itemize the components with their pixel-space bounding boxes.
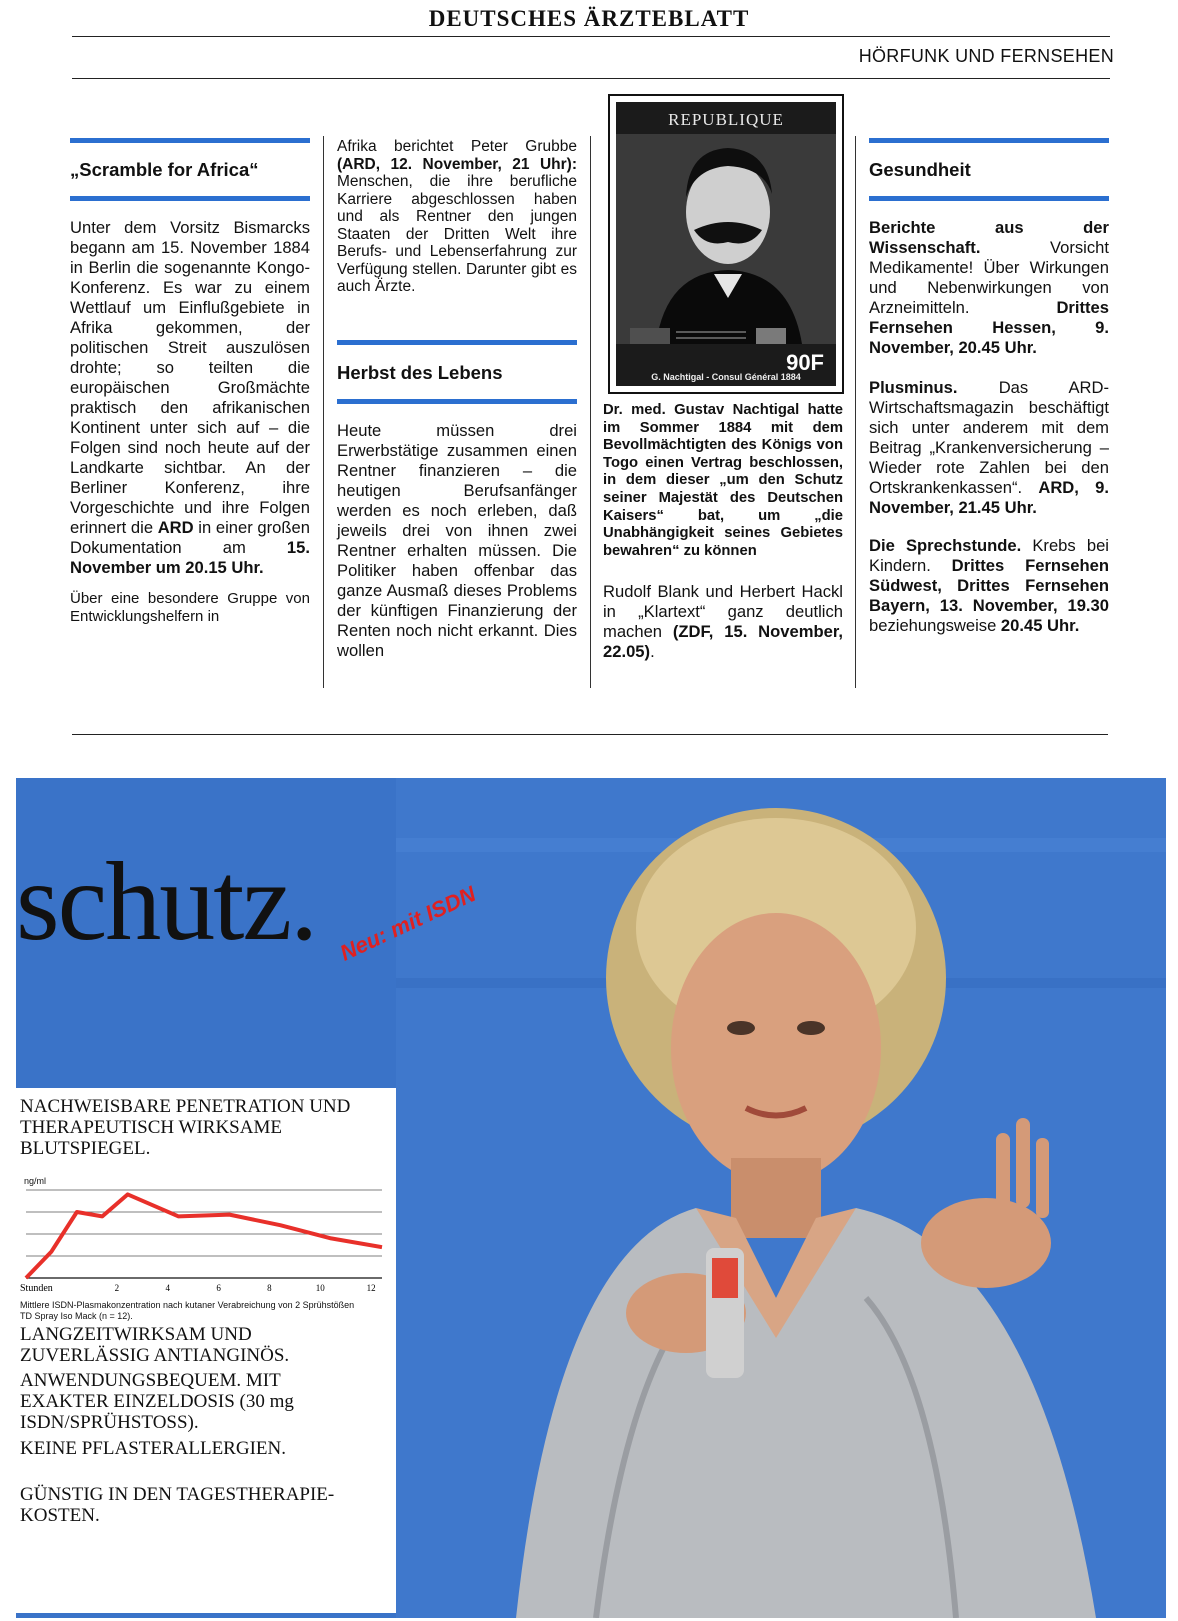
heading-bar [869, 138, 1109, 143]
program-entry: Plusminus. Das ARD-Wirtschaftsmagazin beschäftigt sich unter anderem mit dem Beitrag „Krankenversicherung – Wieder rote Zahlen bei den Ortskrankenkassen“. ARD, 9. November, 21.45 Uhr. [869, 378, 1109, 517]
ad-infobox [16, 1088, 396, 1613]
page-divider [72, 734, 1108, 735]
stamp-image [608, 94, 844, 394]
ad-point: ANWENDUNGSBEQUEM. MIT EXAKTER EINZELDOSIS (30 mg ISDN/SPRÜHSTOSS). [20, 1370, 294, 1433]
ad-claim: NACHWEISBARE PENETRATION UND THERAPEUTISCH WIRKSAME BLUTSPIEGEL. [20, 1096, 351, 1159]
chart-series-line [26, 1194, 382, 1278]
program-entry: Die Sprechstunde. Krebs bei Kindern. Drittes Fernsehen Südwest, Drittes Fernsehen Bayern, 13. November, 19.30 beziehungsweise 20.45 Uhr. [869, 536, 1110, 635]
column-separator [590, 136, 591, 688]
chart-x-tick: 4 [165, 1283, 170, 1293]
heading-bar [869, 196, 1109, 201]
chart-x-tick: 10 [315, 1283, 325, 1293]
stamp-value: 90F [786, 350, 824, 375]
ad-headline: schutz. [16, 840, 317, 964]
ad-point: GÜNSTIG IN DEN TAGESTHERAPIE-KOSTEN. [20, 1484, 335, 1526]
article-heading: „Scramble for Africa“ [70, 159, 259, 180]
column-2 [337, 138, 577, 661]
article-body: Rudolf Blank und Herbert Hackl in „Klartext“ ganz deutlich machen (ZDF, 15. November, 22.05). [603, 582, 843, 662]
column-separator [855, 136, 856, 688]
chart-x-tick: 8 [267, 1283, 272, 1293]
header-rule-top [72, 36, 1110, 37]
ad-point: KEINE PFLASTERALLERGIEN. [20, 1438, 286, 1459]
article-body: Afrika berichtet Peter Grubbe (ARD, 12. November, 21 Uhr): Menschen, die ihre berufliche Karriere abgeschlossen haben und als Rentner den jungen Staaten der Dritten Welt ihre Berufs- und Lebenserfahrung zur Verfügung stellen. Darunter gibt es auch Ärzte. [337, 138, 577, 295]
article-body: Über eine besondere Gruppe von Entwicklungshelfern in [70, 590, 310, 625]
advertisement [16, 778, 1166, 1618]
ad-point: LANGZEITWIRKSAM UND ZUVERLÄSSIG ANTIANGINÖS. [20, 1324, 290, 1366]
stamp-caption: G. Nachtigal - Consul Général 1884 [651, 372, 801, 382]
program-entry: Berichte aus der Wissenschaft. Vorsicht Medikamente! Über Wirkungen und Nebenwirkungen von Arzneimitteln. Drittes Fernsehen Hessen, 9. November, 20.45 Uhr. [869, 218, 1109, 357]
chart-x-tick: 12 [366, 1283, 376, 1293]
article-body: Unter dem Vorsitz Bismarcks begann am 15. November 1884 in Berlin die sogenannte Kongo-Konferenz. Es war zu einem Wettlauf um Einflußgebiete in Afrika gekommen, der politischen Streit auszulösen drohte; so teilten die europäischen Großmächte praktisch den afrikanischen Kontinent unter sich auf – die Folgen sind noch heute auf der Landkarte sichtbar. An der Berliner Konferenz, ihre Vorgeschichte und ihre Folgen erinnert die ARD in einer großen Dokumentation am 15. November um 20.15 Uhr. [70, 218, 310, 577]
stamp-country: REPUBLIQUE [668, 110, 784, 129]
chart-x-tick: 6 [216, 1283, 221, 1293]
portrait-icon [616, 102, 836, 386]
article-body: Heute müssen drei Erwerbstätige zusammen einen Rentner finanzieren – die heutigen Berufsanfänger werden es noch erleben, daß jeweils drei von ihnen zwei Rentner erhalten müssen. Die Politiker haben offenbar das ganze Ausmaß dieses Problems der künftigen Finanzierung der Renten noch nicht erkannt. Dies wollen [337, 420, 577, 660]
heading-bar [70, 138, 310, 143]
woman-photo [396, 778, 1166, 1618]
column-separator [323, 136, 324, 688]
article-heading: Gesundheit [869, 159, 971, 180]
header-rule-bottom [72, 78, 1110, 79]
chart-ylabel: ng/ml [24, 1176, 47, 1186]
chart-x-tick: 2 [114, 1283, 120, 1293]
concentration-chart [20, 1186, 390, 1296]
column-1 [70, 138, 310, 626]
article-heading: Herbst des Lebens [337, 361, 503, 383]
heading-bar [337, 399, 577, 404]
column-4 [869, 138, 1109, 636]
section-title: HÖRFUNK UND FERNSEHEN [858, 46, 1114, 66]
heading-bar [337, 340, 577, 345]
chart-x-label: Stunden [20, 1283, 53, 1294]
masthead: DEUTSCHES ÄRZTEBLATT [428, 6, 750, 31]
heading-bar [70, 196, 310, 201]
chart-note: Mittlere ISDN-Plasmakonzentration nach kutaner Verabreichung von 2 Sprühstößen TD Spray Iso Mack (n = 12). [20, 1300, 355, 1321]
stamp-caption-text: Dr. med. Gustav Nachtigal hatte im Sommer 1884 mit dem Bevollmächtigten des Königs von Togo einen Vertrag beschlossen, in dem dieser „um den Schutz seiner Majestät des Deutschen Kaisers“ bat, um „die Unabhängigkeit seines Gebietes bewahren“ zu können [603, 402, 843, 559]
column-3 [603, 402, 843, 662]
ad-tag: Neu: mit ISDN [336, 881, 480, 966]
